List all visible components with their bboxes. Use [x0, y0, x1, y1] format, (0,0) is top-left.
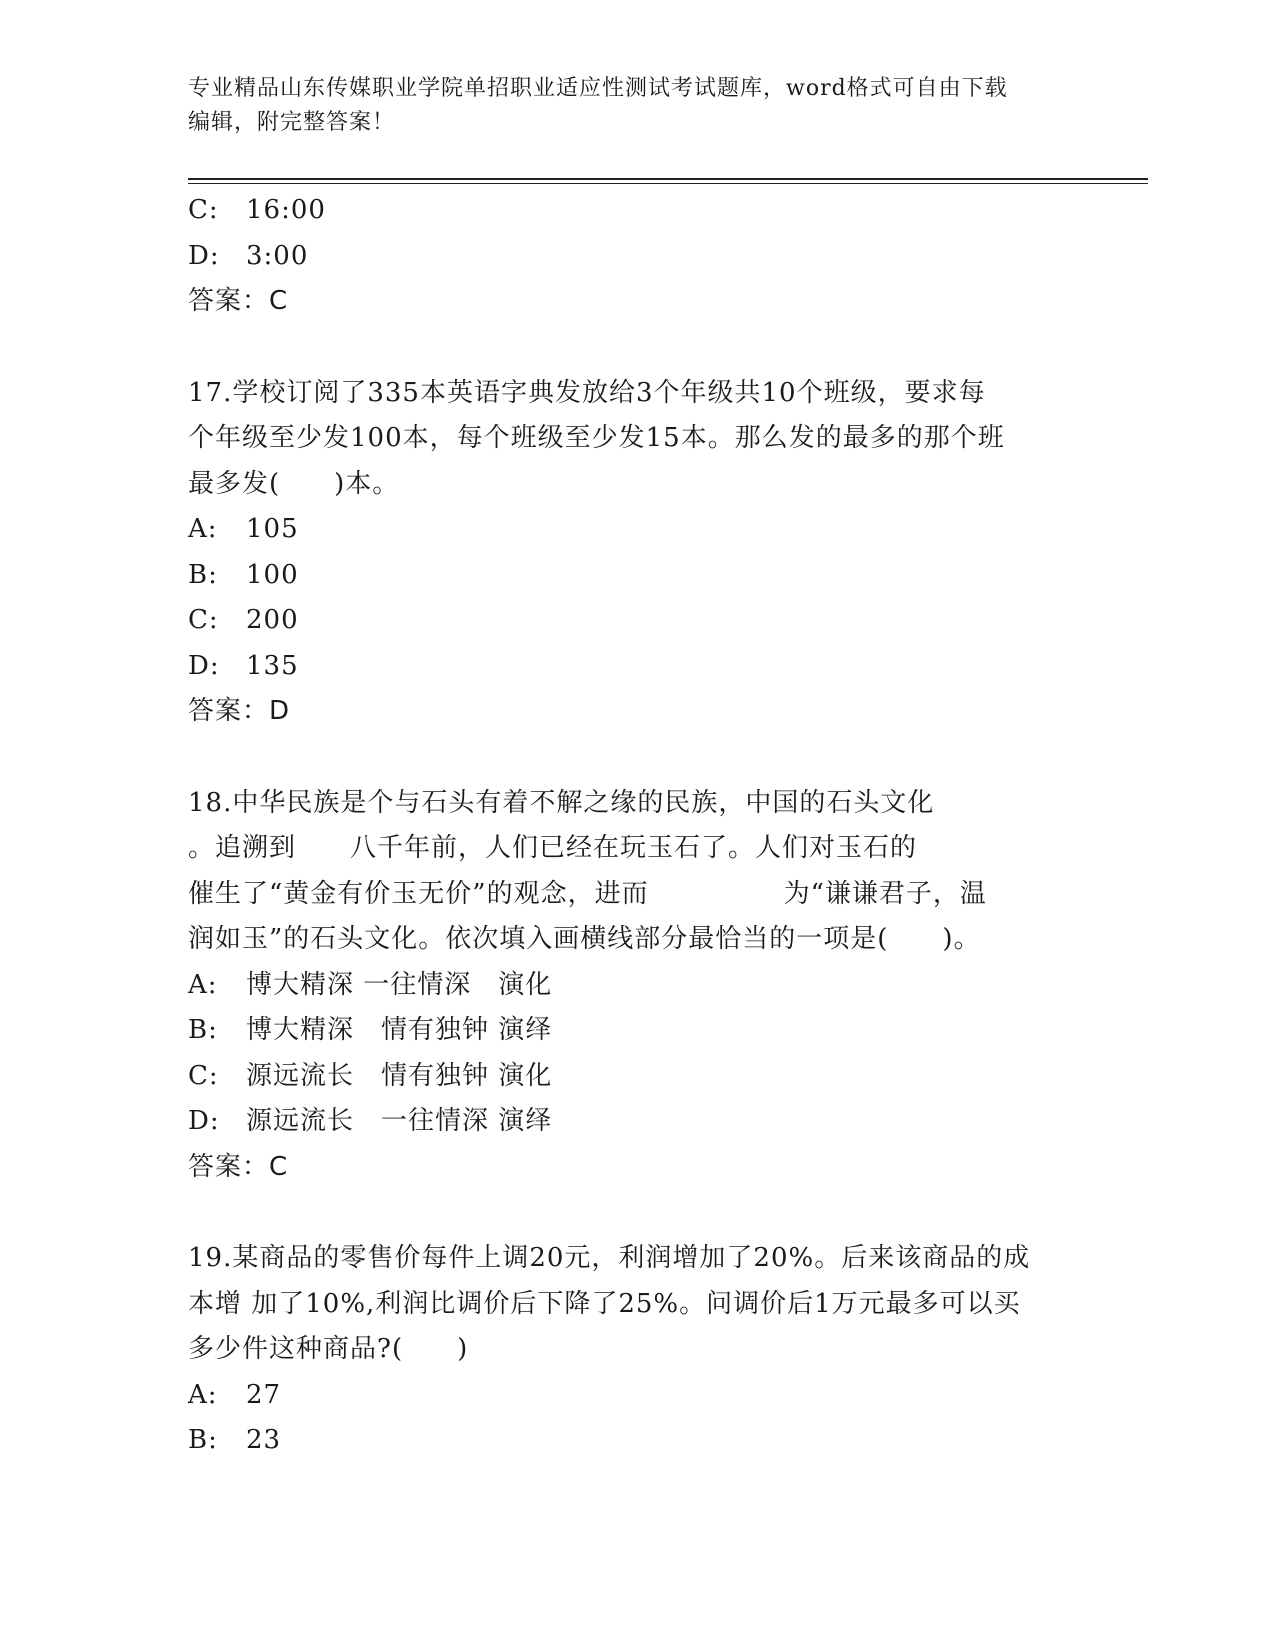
option-a: [188, 507, 1088, 553]
option-text: 3:00: [246, 240, 309, 271]
option-c: [188, 1054, 1088, 1100]
option-c: [188, 598, 1088, 644]
option-letter: D:: [188, 1106, 220, 1136]
header-rule-thick: [188, 178, 1148, 180]
option-b: [188, 553, 1088, 599]
option-letter: B:: [188, 1015, 218, 1045]
option-letter: D:: [188, 240, 220, 271]
option-letter: B:: [188, 559, 218, 590]
option-text: 博大精深 一往情深 演化: [246, 969, 553, 1000]
option-letter: A:: [188, 969, 218, 1000]
question-text-line: 个年级至少发100本，每个班级至少发15本。那么发的最多的那个班: [188, 423, 1005, 453]
option-c: [188, 188, 1088, 234]
option-text: 源远流长 一往情深 演绎: [246, 1106, 553, 1136]
question-text-line: 润如玉”的石头文化。依次填入画横线部分最恰当的一项是( )。: [188, 924, 981, 954]
option-letter: C:: [188, 605, 219, 635]
option-letter: D:: [188, 650, 220, 681]
answer-line: 答案：C: [188, 1151, 289, 1182]
header-line-1: 专业精品山东传媒职业学院单招职业适应性测试考试题库，word格式可自由下载: [188, 76, 1008, 101]
question-18: [188, 781, 1088, 1191]
question-text-line: 19.某商品的零售价每件上调20元，利润增加了20%。后来该商品的成: [188, 1243, 1031, 1273]
option-d: [188, 644, 1088, 690]
option-letter: A:: [188, 514, 218, 544]
option-d: [188, 1099, 1088, 1145]
question-19: [188, 1236, 1088, 1464]
question-content: [188, 188, 1088, 1464]
option-letter: C:: [188, 1060, 219, 1091]
option-d: [188, 234, 1088, 280]
header-line-2: 编辑，附完整答案！: [188, 110, 396, 135]
option-letter: B:: [188, 1425, 218, 1455]
option-text: 105: [246, 514, 299, 544]
option-letter: A:: [188, 1379, 218, 1410]
answer-line: 答案：D: [188, 696, 291, 726]
question-text-line: 多少件这种商品?( ): [188, 1334, 469, 1364]
answer-line: 答案：C: [188, 286, 289, 316]
option-text: 博大精深 情有独钟 演绎: [246, 1015, 553, 1045]
option-text: 源远流长 情有独钟 演化: [246, 1060, 553, 1091]
question-text-line: 17.学校订阅了335本英语字典发放给3个年级共10个班级，要求每: [188, 377, 986, 408]
option-text: 200: [246, 605, 299, 635]
option-text: 16:00: [246, 195, 326, 225]
document-header: [188, 72, 1088, 140]
prev-question: [188, 188, 1088, 325]
option-letter: C:: [188, 195, 219, 225]
option-text: 27: [246, 1379, 282, 1410]
question-text-line: 催生了“黄金有价玉无价”的观念，进而 为“谦谦君子，温: [188, 878, 987, 909]
option-text: 100: [246, 559, 299, 590]
question-text-line: 最多发( )本。: [188, 468, 400, 499]
option-text: 23: [246, 1425, 282, 1455]
question-text-line: 本增 加了10%,利润比调价后下降了25%。问调价后1万元最多可以买: [188, 1288, 1021, 1319]
question-text-line: 18.中华民族是个与石头有着不解之缘的民族，中国的石头文化: [188, 787, 935, 818]
option-a: [188, 1373, 1088, 1419]
question-17: [188, 371, 1088, 735]
header-rule-thin: [188, 183, 1148, 184]
option-a: [188, 963, 1088, 1009]
option-b: [188, 1008, 1088, 1054]
question-text-line: 。追溯到 八千年前，人们已经在玩玉石了。人们对玉石的: [188, 833, 918, 863]
option-b: [188, 1418, 1088, 1464]
option-text: 135: [246, 650, 299, 681]
